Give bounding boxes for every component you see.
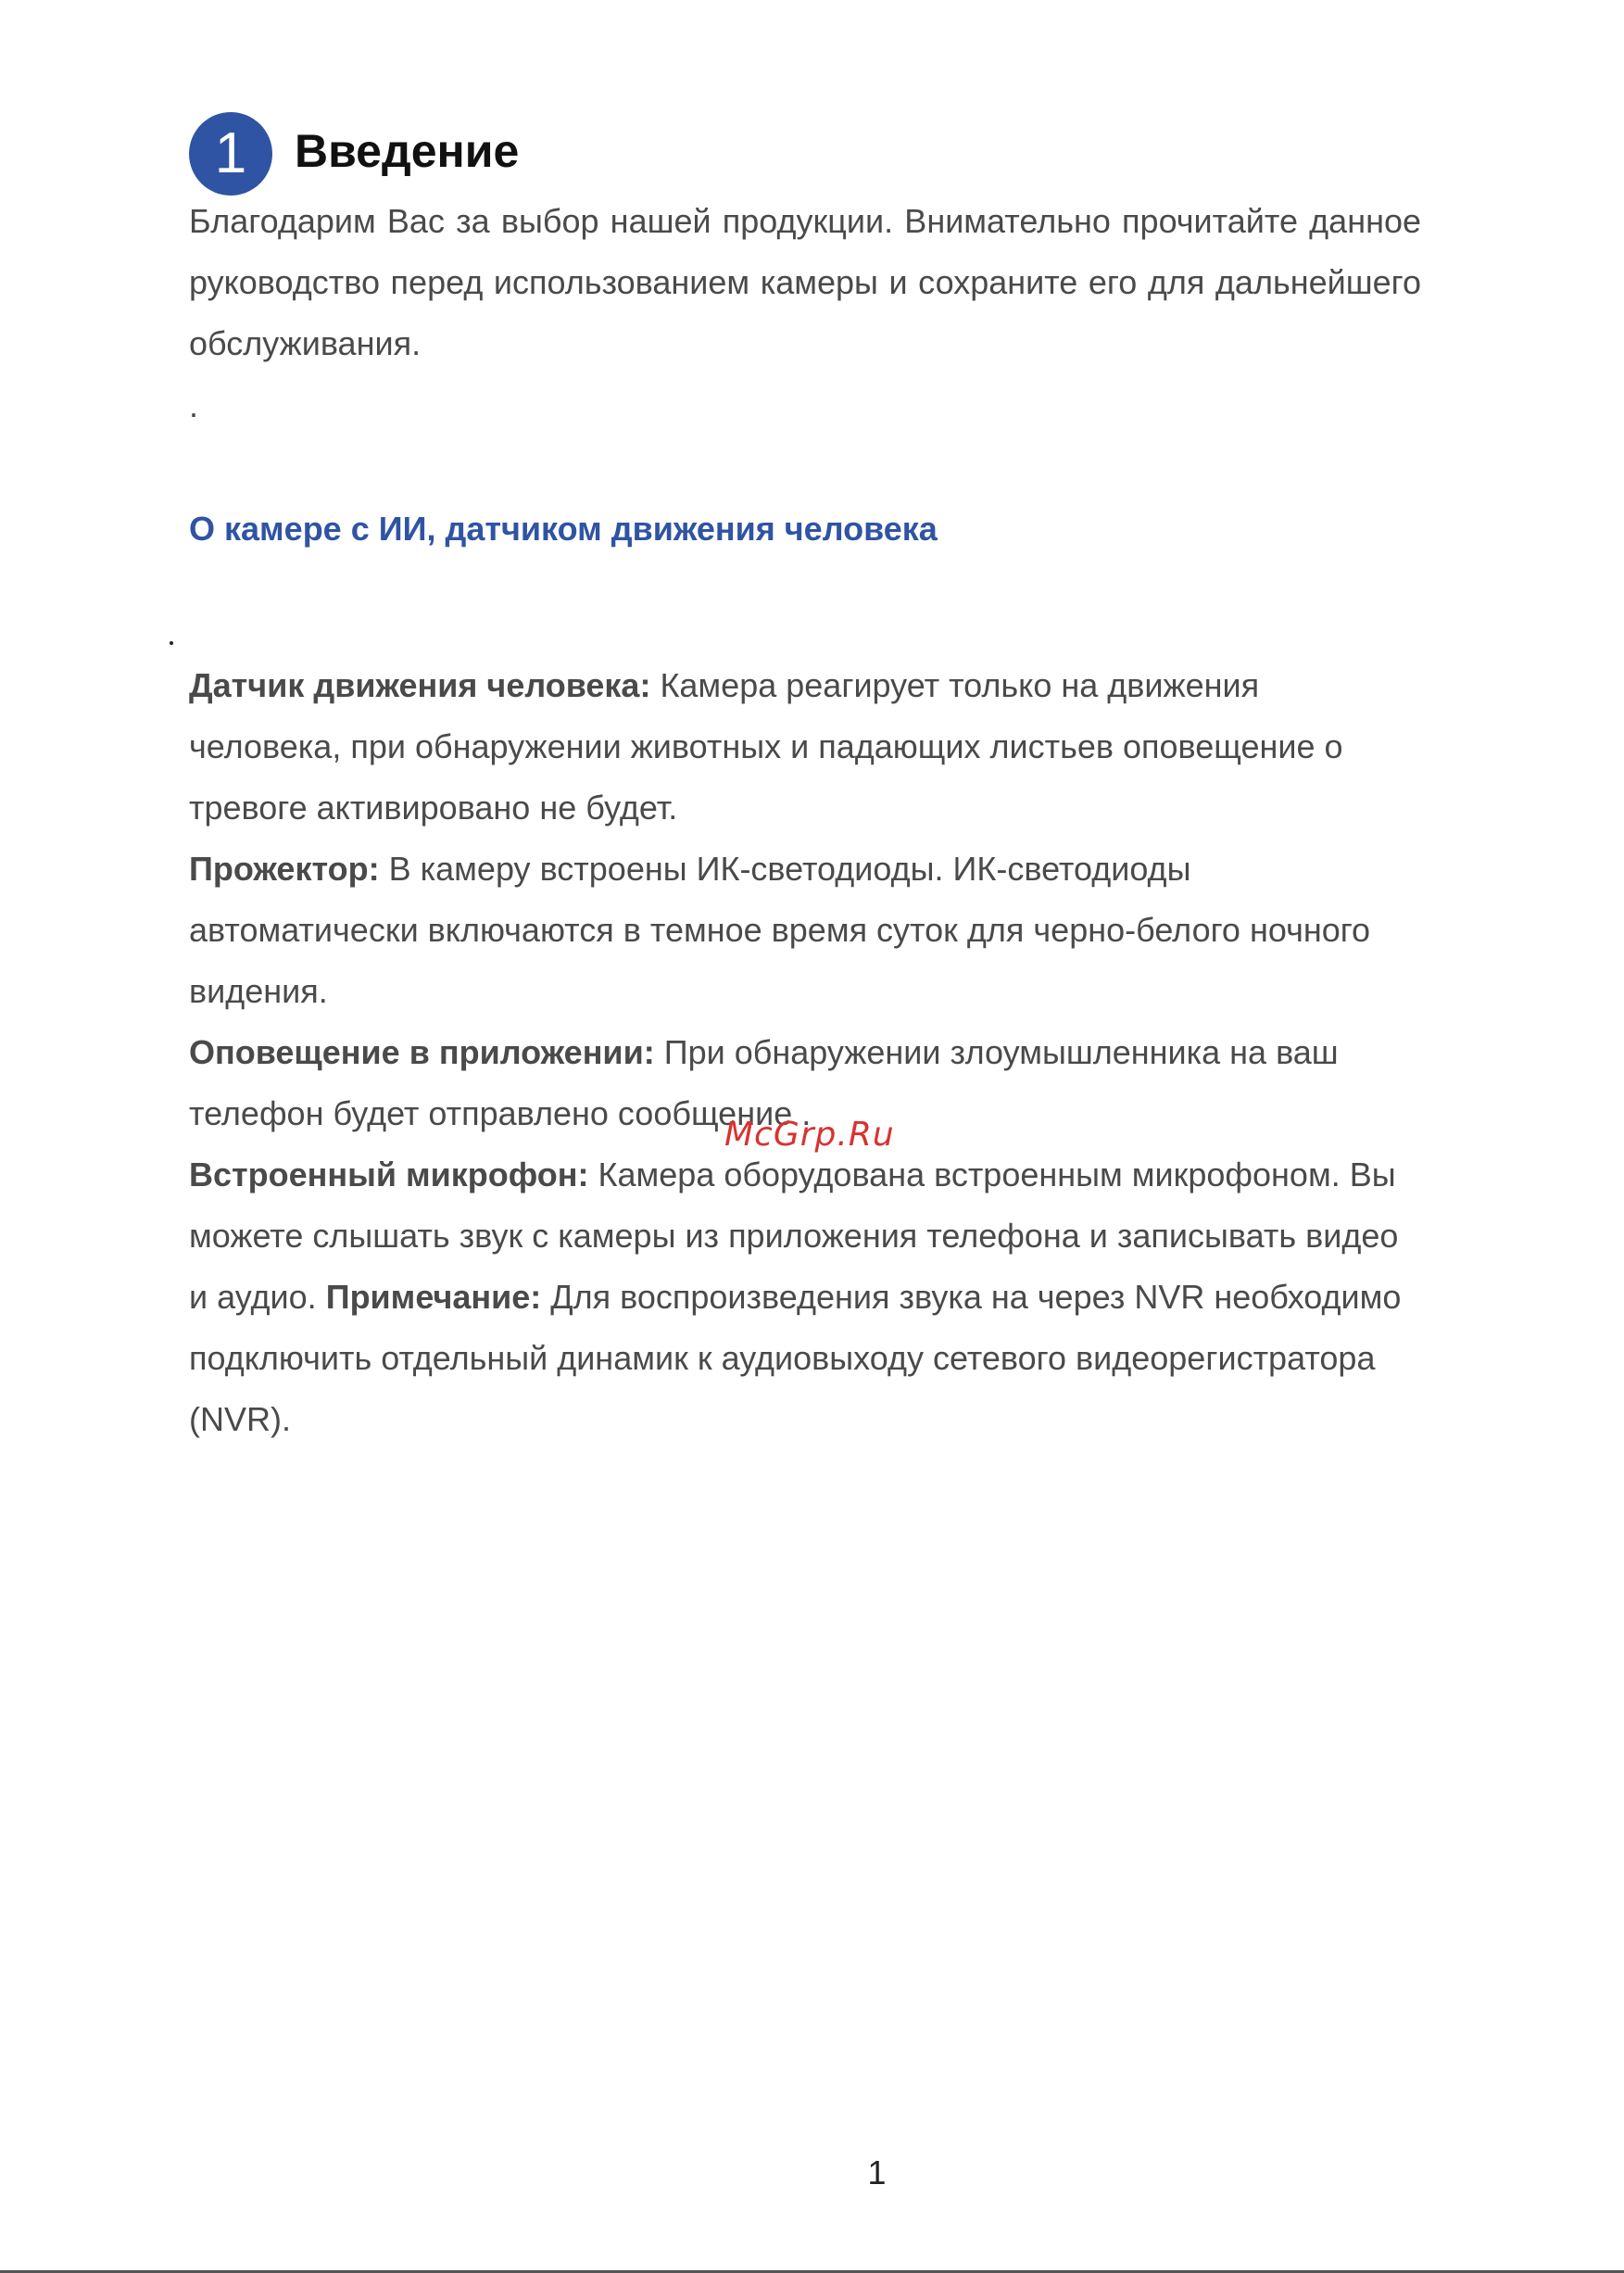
stray-dot-mark	[170, 641, 173, 645]
feature-text: Камера оборудована встроенным микрофоном. Вы можете слышать звук с камеры из приложения телефона и записывать видео и аудио.	[189, 1155, 1399, 1316]
watermark-logo: McGrp.Ru	[724, 1116, 895, 1154]
note-text: Для воспроизведения звука на через NVR необходимо подключить отдельный динамик к аудиовыходу сетевого видеорегистратора (NVR).	[189, 1278, 1402, 1438]
chapter-title: Введение	[295, 125, 520, 177]
features-list	[189, 655, 1412, 1450]
feature-label: Прожектор:	[189, 850, 380, 888]
feature-label: Встроенный микрофон:	[189, 1155, 589, 1193]
intro-trailing-dot: .	[189, 386, 199, 424]
feature-text: При обнаружении злоумышленника на ваш телефон будет отправлено сообщение .	[189, 1033, 1339, 1132]
note-label: Примечание:	[325, 1278, 542, 1316]
feature-microphone	[189, 1144, 1412, 1450]
section-heading: О камере с ИИ, датчиком движения человека	[189, 510, 938, 548]
feature-label: Датчик движения человека:	[189, 666, 651, 704]
feature-human-motion	[189, 655, 1412, 839]
feature-text: В камеру встроены ИК-светодиоды. ИК-светодиоды автоматически включаются в темное время суток для черно-белого ночного видения.	[189, 850, 1371, 1010]
feature-label: Оповещение в приложении:	[189, 1033, 655, 1071]
intro-paragraph: Благодарим Вас за выбор нашей продукции. Внимательно прочитайте данное руководство перед использованием камеры и сохраните его для дальнейшего обслуживания.	[189, 202, 1421, 362]
chapter-number: 1	[214, 121, 247, 185]
feature-text: Камера реагирует только на движения человека, при обнаружении животных и падающих листьев оповещение о тревоге активировано не будет.	[189, 666, 1343, 827]
feature-spotlight	[189, 839, 1412, 1022]
page-number: 1	[867, 2153, 887, 2191]
chapter-number-badge	[189, 112, 272, 196]
